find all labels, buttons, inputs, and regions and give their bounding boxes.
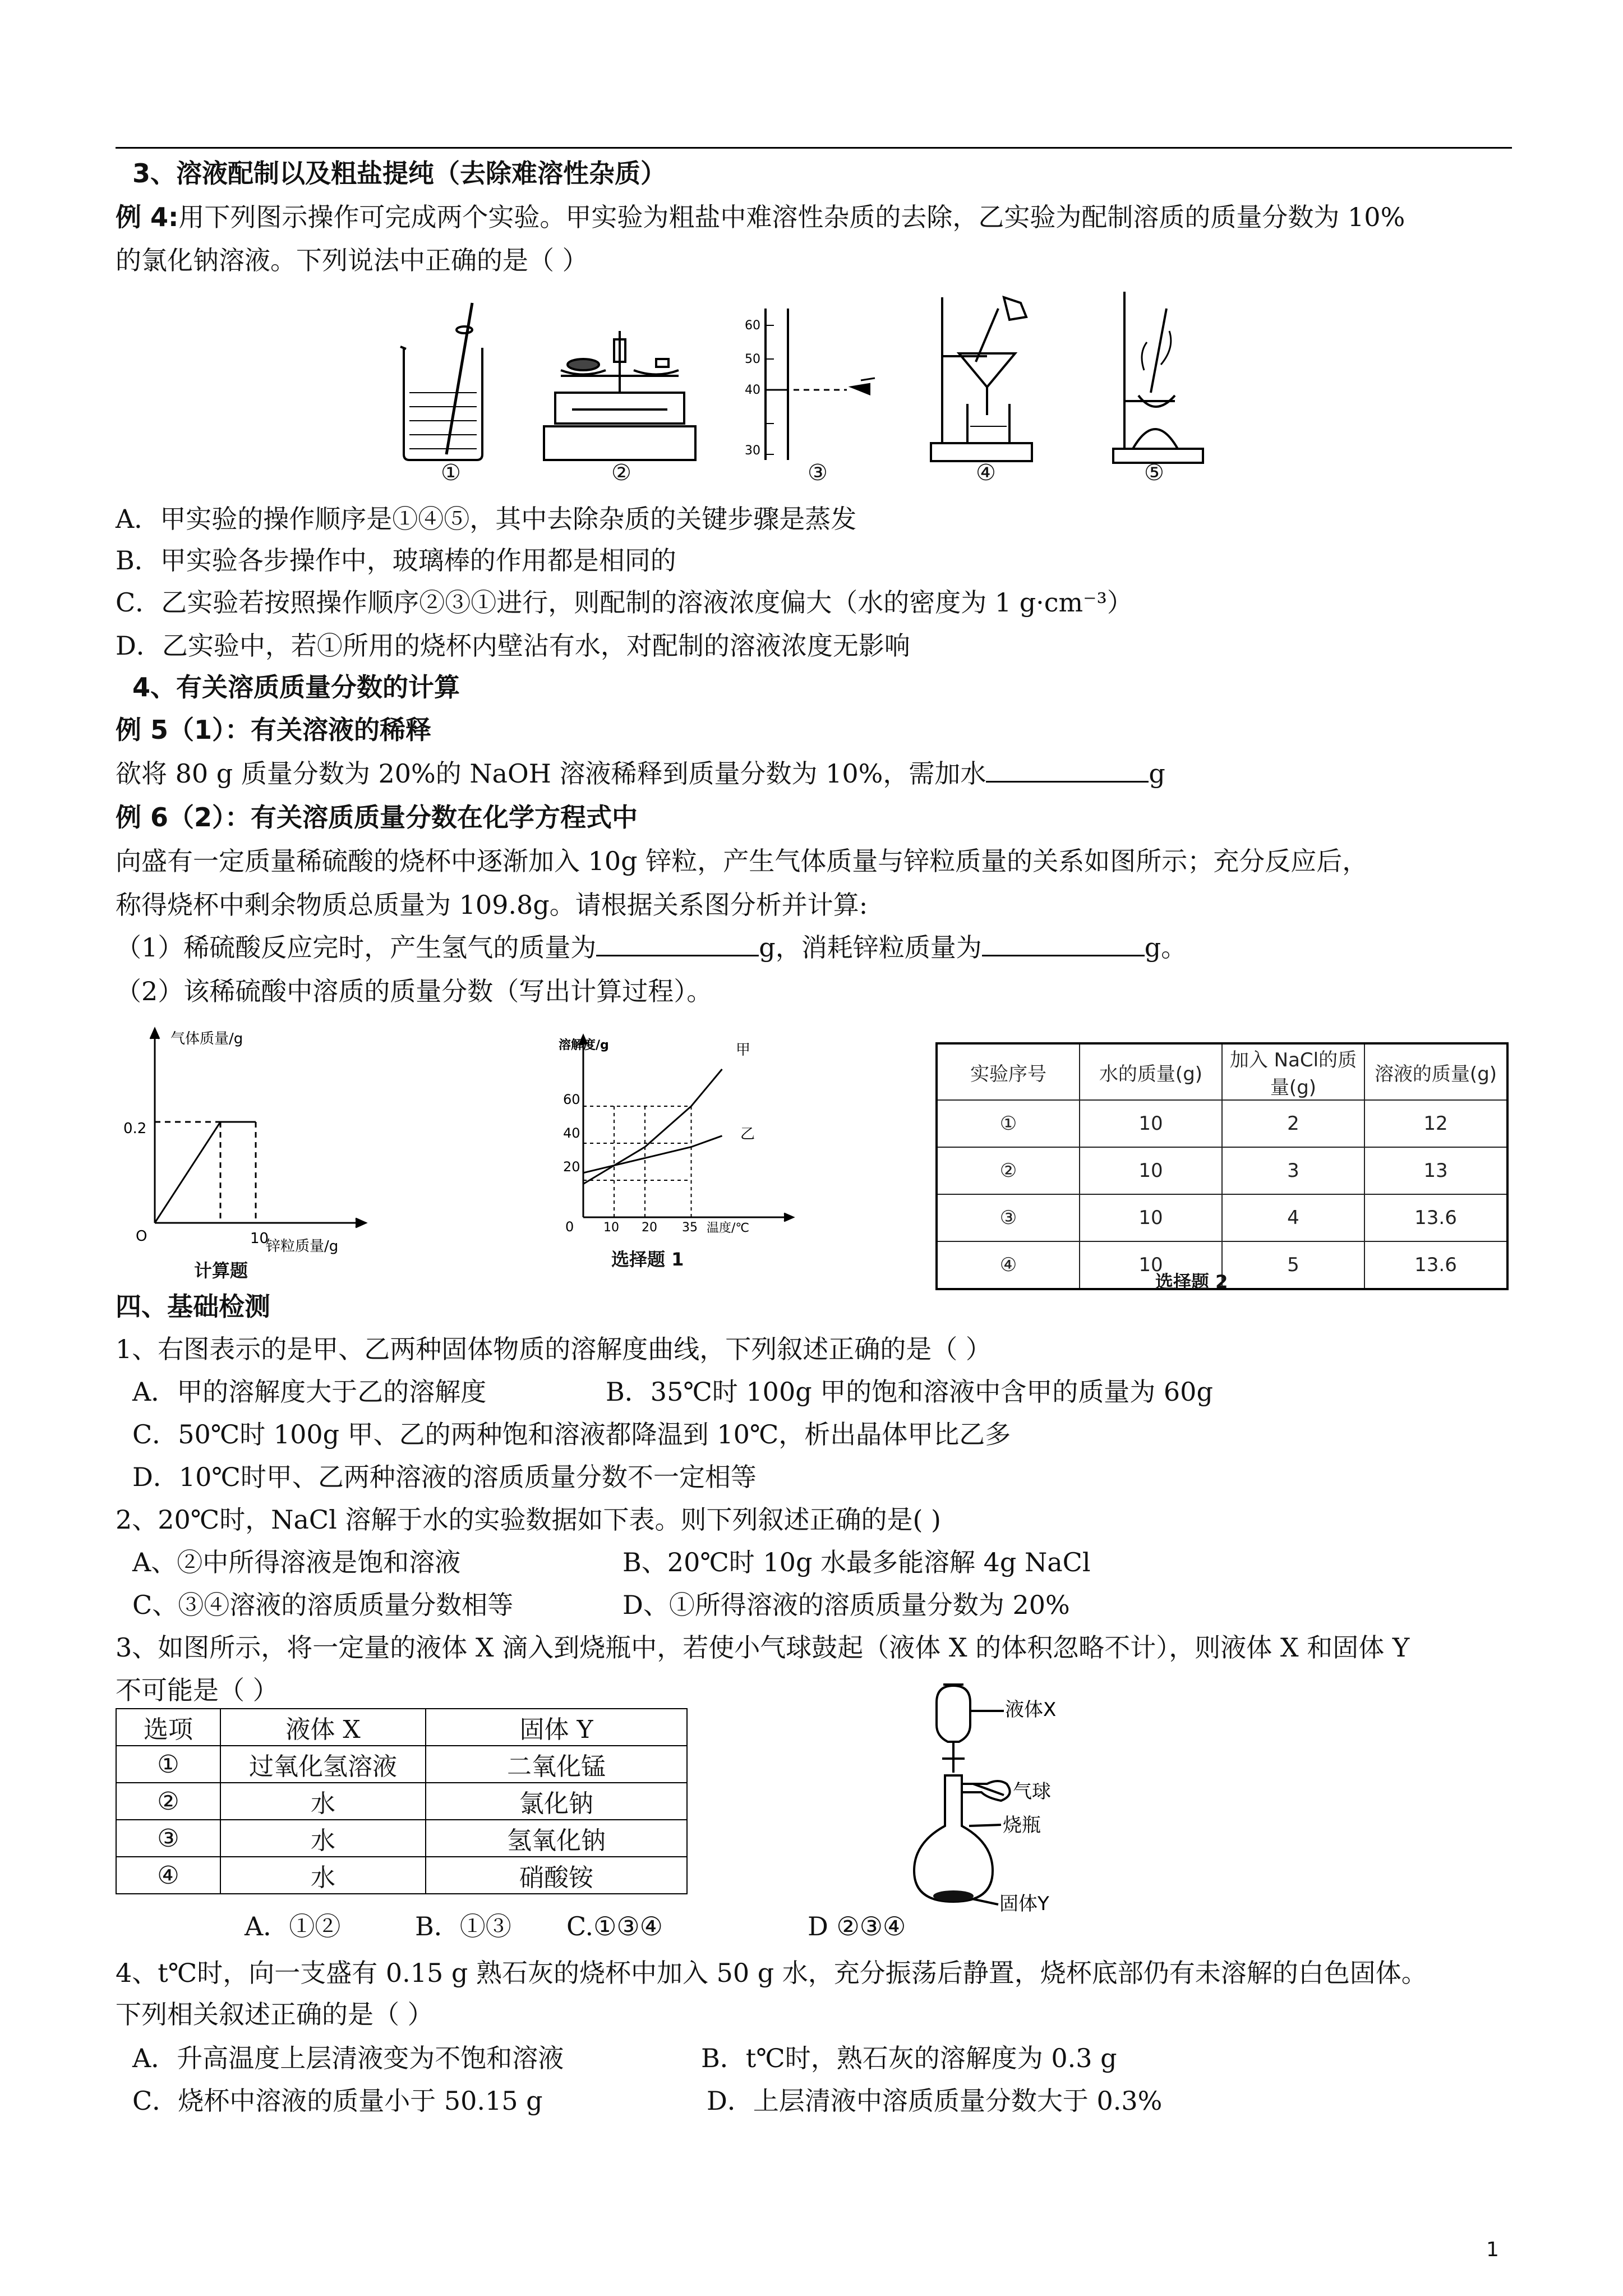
q1-option-A: A．甲的溶解度大于乙的溶解度 bbox=[132, 1377, 487, 1407]
page-number: 1 bbox=[1486, 2238, 1499, 2261]
q1-text: （1）稀硫酸反应完时，产生氢气的质量为 bbox=[116, 932, 597, 963]
example-6-q2: （2）该稀硫酸中溶质的质量分数（写出计算过程）。 bbox=[116, 976, 713, 1006]
example-6-line-2: 称得烧杯中剩余物质总质量为 109.8g。请根据关系图分析并计算: bbox=[116, 890, 868, 920]
cell: 5 bbox=[1222, 1241, 1364, 1289]
figure-label-4: ④ bbox=[976, 460, 996, 486]
cell: ④ bbox=[116, 1857, 220, 1894]
table-row bbox=[116, 1820, 687, 1857]
table-header: 液体 X bbox=[220, 1709, 426, 1746]
cell: 水 bbox=[220, 1857, 426, 1894]
series-yi-curve bbox=[583, 1136, 722, 1173]
x-tick-label: 10 bbox=[250, 1230, 269, 1247]
solid-y-icon bbox=[933, 1890, 974, 1902]
q2-option-A: A、②中所得溶液是饱和溶液 bbox=[132, 1547, 461, 1577]
x-axis-label: 锌粒质量/g bbox=[266, 1238, 339, 1255]
option-4-A: A．甲实验的操作顺序是①④⑤，其中去除杂质的关键步骤是蒸发 bbox=[116, 504, 857, 534]
answer-blank[interactable] bbox=[986, 758, 1149, 783]
table-row bbox=[116, 1857, 687, 1894]
table-row bbox=[116, 1746, 687, 1783]
table-caption: 选择题 2 bbox=[1155, 1271, 1228, 1292]
cell: ② bbox=[937, 1147, 1080, 1194]
y-tick: 60 bbox=[563, 1092, 580, 1107]
answer-blank[interactable] bbox=[982, 932, 1145, 956]
q4-option-A: A．升高温度上层清液变为不饱和溶液 bbox=[132, 2043, 564, 2073]
question-2: 2、20℃时，NaCl 溶解于水的实验数据如下表。则下列叙述正确的是( ) bbox=[116, 1504, 941, 1535]
solubility-chart bbox=[555, 1032, 813, 1245]
beaker-stirring-icon bbox=[400, 303, 482, 460]
cell: 10 bbox=[1080, 1194, 1222, 1241]
nacl-data-table bbox=[935, 1042, 1509, 1290]
cell: 3 bbox=[1222, 1147, 1364, 1194]
cell: 13.6 bbox=[1364, 1194, 1507, 1241]
graduated-cylinder-icon bbox=[766, 309, 875, 460]
cell: 10 bbox=[1080, 1147, 1222, 1194]
cell: 10 bbox=[1080, 1241, 1222, 1289]
table-row bbox=[937, 1194, 1507, 1241]
q2-option-B: B、20℃时 10g 水最多能溶解 4g NaCl bbox=[623, 1547, 1091, 1577]
q1-option-C: C．50℃时 100g 甲、乙的两种饱和溶液都降温到 10℃，析出晶体甲比乙多 bbox=[132, 1419, 1011, 1450]
q4-option-B: B．t℃时，熟石灰的溶解度为 0.3 g bbox=[701, 2043, 1117, 2073]
example-label: 例 4: bbox=[116, 202, 179, 232]
table-header-row bbox=[116, 1709, 687, 1746]
cell: 氯化钠 bbox=[426, 1783, 687, 1820]
cell: ③ bbox=[116, 1820, 220, 1857]
x-tick: 20 bbox=[642, 1221, 657, 1235]
table-header: 实验序号 bbox=[937, 1043, 1080, 1100]
table-header: 固体 Y bbox=[426, 1709, 687, 1746]
q1-option-B: B．35℃时 100g 甲的饱和溶液中含甲的质量为 60g bbox=[606, 1377, 1213, 1407]
chart-caption: 选择题 1 bbox=[611, 1249, 684, 1270]
q2-option-D: D、①所得溶液的溶质质量分数为 20% bbox=[623, 1590, 1070, 1620]
q3-option-B: B．①③ bbox=[415, 1911, 511, 1941]
q1-text: g。 bbox=[1144, 932, 1187, 963]
q3-option-C: C.①③④ bbox=[566, 1911, 663, 1941]
question-3-line-1: 3、如图所示，将一定量的液体 X 滴入到烧瓶中，若使小气球鼓起（液体 X 的体积忽略不计），则液体 X 和固体 Y bbox=[116, 1632, 1410, 1663]
flask-apparatus-figure bbox=[903, 1680, 1138, 1916]
cell: ① bbox=[116, 1746, 220, 1783]
q4-option-C: C．烧杯中溶液的质量小于 50.15 g bbox=[132, 2086, 543, 2116]
cylinder-tick-labels bbox=[745, 319, 760, 458]
balance-icon bbox=[544, 331, 695, 460]
section-title: 3、溶液配制以及粗盐提纯（去除难溶性杂质） bbox=[132, 158, 667, 188]
evaporation-icon bbox=[1113, 292, 1203, 463]
example-5-question: 欲将 80 g 质量分数为 20%的 NaOH 溶液稀释到质量分数为 10%，需加水 bbox=[116, 758, 986, 789]
question-4-line-2: 下列相关叙述正确的是（ ） bbox=[116, 1999, 434, 2030]
figure-label-5: ⑤ bbox=[1144, 460, 1164, 486]
q1-text: g，消耗锌粒质量为 bbox=[759, 932, 982, 963]
q3-option-A: A．①② bbox=[245, 1911, 341, 1941]
series-jia-curve bbox=[583, 1069, 722, 1184]
option-4-C: C．乙实验若按照操作顺序②③①进行，则配制的溶液浓度偏大（水的密度为 1 g·cm⁻³） bbox=[116, 587, 1133, 618]
x-axis-label: 温度/℃ bbox=[707, 1221, 750, 1235]
example-6-line-1: 向盛有一定质量稀硫酸的烧杯中逐渐加入 10g 锌粒，产生气体质量与锌粒质量的关系如图所示；充分反应后， bbox=[116, 846, 1368, 876]
chart-caption: 计算题 bbox=[194, 1260, 248, 1281]
q4-option-D: D．上层清液中溶质质量分数大于 0.3% bbox=[707, 2086, 1163, 2116]
figure-label-1: ① bbox=[441, 460, 461, 486]
gas-mass-chart bbox=[116, 1021, 385, 1262]
header-rule bbox=[116, 147, 1512, 149]
x-tick: 10 bbox=[603, 1221, 619, 1235]
y-axis-label: 溶解度/g bbox=[559, 1038, 609, 1052]
table-header: 溶液的质量(g) bbox=[1364, 1043, 1507, 1100]
x-tick-zero: 0 bbox=[565, 1219, 574, 1235]
y-tick: 20 bbox=[563, 1159, 580, 1175]
option-4-B: B．甲实验各步操作中，玻璃棒的作用都是相同的 bbox=[116, 545, 676, 576]
table-row bbox=[116, 1783, 687, 1820]
series-jia-label: 甲 bbox=[736, 1042, 751, 1059]
cell: 过氧化氢溶液 bbox=[220, 1746, 426, 1783]
cell: 13 bbox=[1364, 1147, 1507, 1194]
cell: 水 bbox=[220, 1783, 426, 1820]
cyl-tick: 30 bbox=[745, 444, 760, 458]
cyl-tick: 40 bbox=[745, 383, 760, 397]
origin-label: O bbox=[136, 1228, 147, 1245]
question-3-line-2: 不可能是（ ） bbox=[116, 1675, 279, 1705]
label-balloon: 气球 bbox=[1013, 1780, 1051, 1803]
q1-option-D: D．10℃时甲、乙两种溶液的溶质质量分数不一定相等 bbox=[132, 1462, 757, 1492]
cell: 12 bbox=[1364, 1100, 1507, 1147]
cell: 氢氧化钠 bbox=[426, 1820, 687, 1857]
example-text: 用下列图示操作可完成两个实验。甲实验为粗盐中难溶性杂质的去除，乙实验为配制溶质的质量分数为 10% bbox=[178, 202, 1405, 232]
table-row bbox=[937, 1100, 1507, 1147]
section-4-title: 4、有关溶质质量分数的计算 bbox=[132, 672, 460, 702]
basic-section-title: 四、基础检测 bbox=[116, 1291, 270, 1322]
unit: g bbox=[1149, 758, 1165, 789]
y-tick-label: 0.2 bbox=[123, 1120, 147, 1137]
table-row bbox=[937, 1147, 1507, 1194]
figure-label-2: ② bbox=[611, 460, 631, 486]
cyl-tick: 60 bbox=[745, 319, 760, 333]
label-liquid-x: 液体X bbox=[1005, 1699, 1057, 1721]
example-4-line-1 bbox=[116, 201, 1405, 233]
liquid-solid-table bbox=[116, 1708, 688, 1894]
answer-blank[interactable] bbox=[596, 932, 759, 956]
cell: ② bbox=[116, 1783, 220, 1820]
cell: 水 bbox=[220, 1820, 426, 1857]
label-flask: 烧瓶 bbox=[1003, 1814, 1041, 1837]
x-tick: 35 bbox=[682, 1221, 698, 1235]
example-6-title: 例 6（2）：有关溶质质量分数在化学方程式中 bbox=[116, 802, 638, 832]
cell: ① bbox=[937, 1100, 1080, 1147]
cell: 10 bbox=[1080, 1100, 1222, 1147]
cyl-tick: 50 bbox=[745, 352, 760, 366]
gas-series-line bbox=[155, 1122, 256, 1223]
y-tick: 40 bbox=[563, 1125, 580, 1141]
q2-option-C: C、③④溶液的溶质质量分数相等 bbox=[132, 1590, 514, 1620]
cell: ④ bbox=[937, 1241, 1080, 1289]
example-5-text bbox=[116, 757, 1165, 790]
example-6-q1 bbox=[116, 931, 1187, 964]
guide-dash bbox=[155, 1122, 256, 1223]
label-solid-y: 固体Y bbox=[999, 1893, 1049, 1915]
table-header: 水的质量(g) bbox=[1080, 1043, 1222, 1100]
cell: 硝酸铵 bbox=[426, 1857, 687, 1894]
table-header: 加入 NaCl的质量(g) bbox=[1222, 1043, 1364, 1100]
series-yi-label: 乙 bbox=[740, 1126, 755, 1143]
filtration-icon bbox=[931, 297, 1032, 461]
example-5-title: 例 5（1）：有关溶液的稀释 bbox=[116, 715, 432, 745]
apparatus-figure bbox=[393, 286, 1206, 494]
cell: 二氧化锰 bbox=[426, 1746, 687, 1783]
y-axis-label: 气体质量/g bbox=[170, 1030, 243, 1047]
cell: ③ bbox=[937, 1194, 1080, 1241]
question-1: 1、右图表示的是甲、乙两种固体物质的溶解度曲线，下列叙述正确的是（ ） bbox=[116, 1334, 992, 1364]
cell: 13.6 bbox=[1364, 1241, 1507, 1289]
cell: 4 bbox=[1222, 1194, 1364, 1241]
q3-option-D: D ②③④ bbox=[808, 1911, 906, 1941]
question-4-line-1: 4、t℃时，向一支盛有 0.15 g 熟石灰的烧杯中加入 50 g 水，充分振荡后静置，烧杯底部仍有未溶解的白色固体。 bbox=[116, 1958, 1427, 1988]
option-4-D: D．乙实验中，若①所用的烧杯内壁沾有水，对配制的溶液浓度无影响 bbox=[116, 631, 910, 661]
example-4-line-2: 的氯化钠溶液。下列说法中正确的是（ ） bbox=[116, 245, 588, 275]
table-header: 选项 bbox=[116, 1709, 220, 1746]
guide-dashes bbox=[583, 1106, 691, 1217]
figure-label-3: ③ bbox=[808, 460, 828, 486]
table-header-row bbox=[937, 1043, 1507, 1100]
cell: 2 bbox=[1222, 1100, 1364, 1147]
